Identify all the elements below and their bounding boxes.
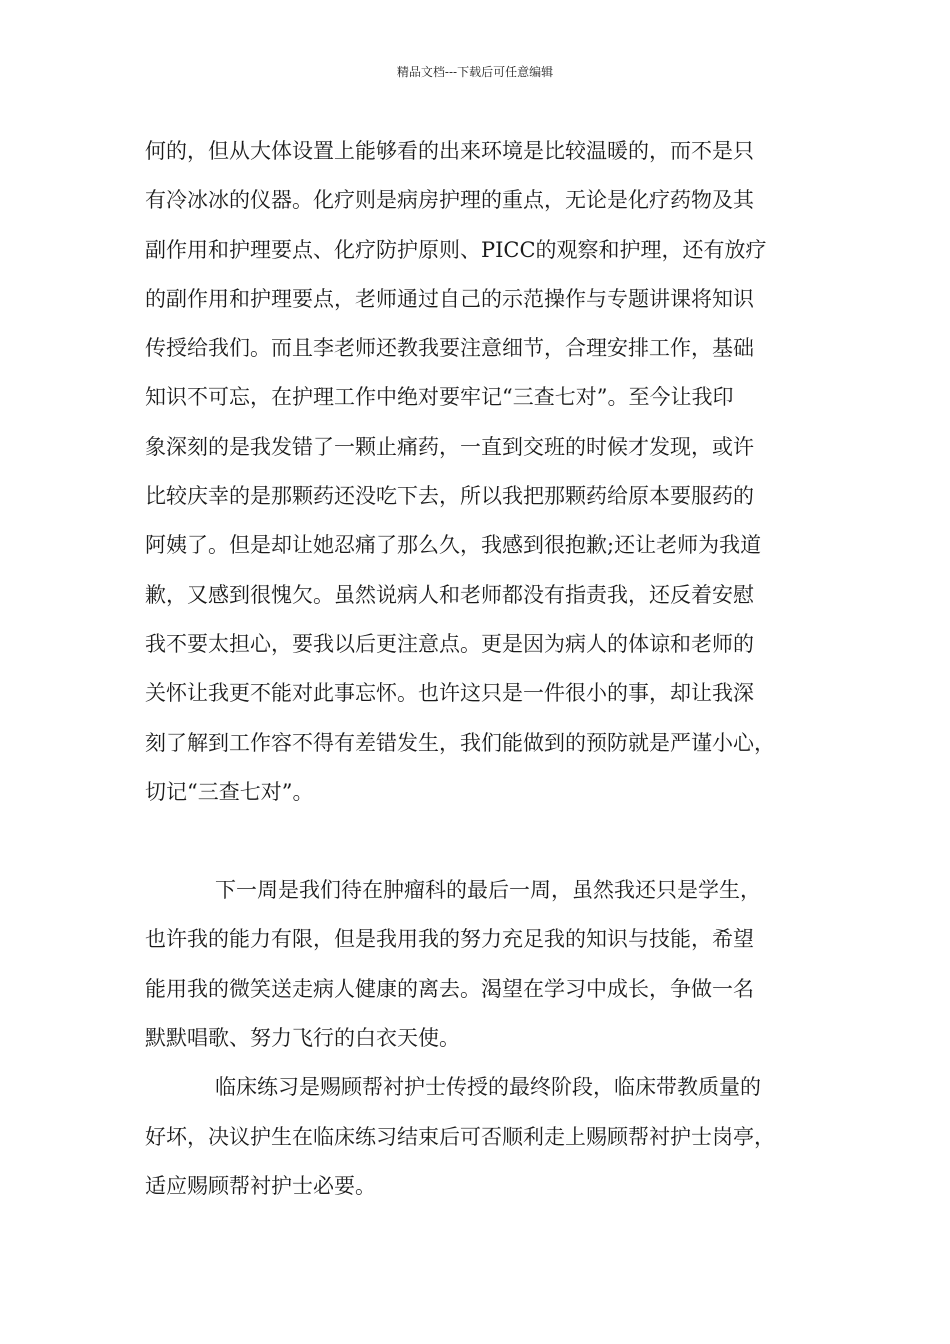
text-line: 临床练习是赐顾帮衬护士传授的最终阶段，临床带教质量的 [215, 1075, 761, 1100]
text-line: 副作用和护理要点、化疗防护原则、PICC的观察和护理，还有放疗 [145, 237, 767, 262]
text-line: 关怀让我更不能对此事忘怀。也许这只是一件很小的事，却让我深 [145, 681, 754, 706]
text-line: 好坏，决议护生在临床练习结束后可否顺利走上赐顾帮衬护士岗亭， [145, 1124, 775, 1149]
text-line: 适应赐顾帮衬护士必要。 [145, 1173, 376, 1198]
text-line: 歉，又感到很愧欠。虽然说病人和老师都没有指责我，还反着安慰 [145, 582, 754, 607]
text-line: 我不要太担心，要我以后更注意点。更是因为病人的体谅和老师的 [145, 631, 754, 656]
text-line: 有冷冰冰的仪器。化疗则是病房护理的重点，无论是化疗药物及其 [145, 188, 754, 213]
text-line: 能用我的微笑送走病人健康的离去。渴望在学习中成长，争做一名 [145, 976, 754, 1001]
text-line: 象深刻的是我发错了一颗止痛药，一直到交班的时候才发现，或许 [145, 434, 754, 459]
text-line: 阿姨了。但是却让她忍痛了那么久，我感到很抱歉;还让老师为我道 [145, 533, 762, 558]
text-line: 下一周是我们待在肿瘤科的最后一周，虽然我还只是学生， [215, 878, 761, 903]
text-line: 何的，但从大体设置上能够看的出来环境是比较温暖的，而不是只 [145, 139, 754, 163]
text-line: 比较庆幸的是那颗药还没吃下去，所以我把那颗药给原本要服药的 [145, 484, 754, 509]
document-body [145, 127, 835, 1211]
paragraph-2 [145, 866, 835, 1063]
text-line: 传授给我们。而且李老师还教我要注意细节，合理安排工作，基础 [145, 336, 754, 361]
text-line: 知识不可忘，在护理工作中绝对要牢记“三查七对”。至今让我印 [145, 385, 734, 410]
paragraph-1 [145, 127, 835, 817]
text-line: 切记“三查七对”。 [145, 779, 314, 804]
text-line: 刻了解到工作容不得有差错发生，我们能做到的预防就是严谨小心， [145, 730, 775, 755]
page-header: 精品文档---下载后可任意编辑 [396, 65, 554, 79]
paragraph-3 [145, 1063, 835, 1211]
text-line: 默默唱歌、努力飞行的白衣天使。 [145, 1026, 460, 1051]
paragraph-spacer [145, 817, 835, 866]
text-line: 也许我的能力有限，但是我用我的努力充足我的知识与技能，希望 [145, 927, 754, 952]
text-line: 的副作用和护理要点，老师通过自己的示范操作与专题讲课将知识 [145, 286, 754, 311]
